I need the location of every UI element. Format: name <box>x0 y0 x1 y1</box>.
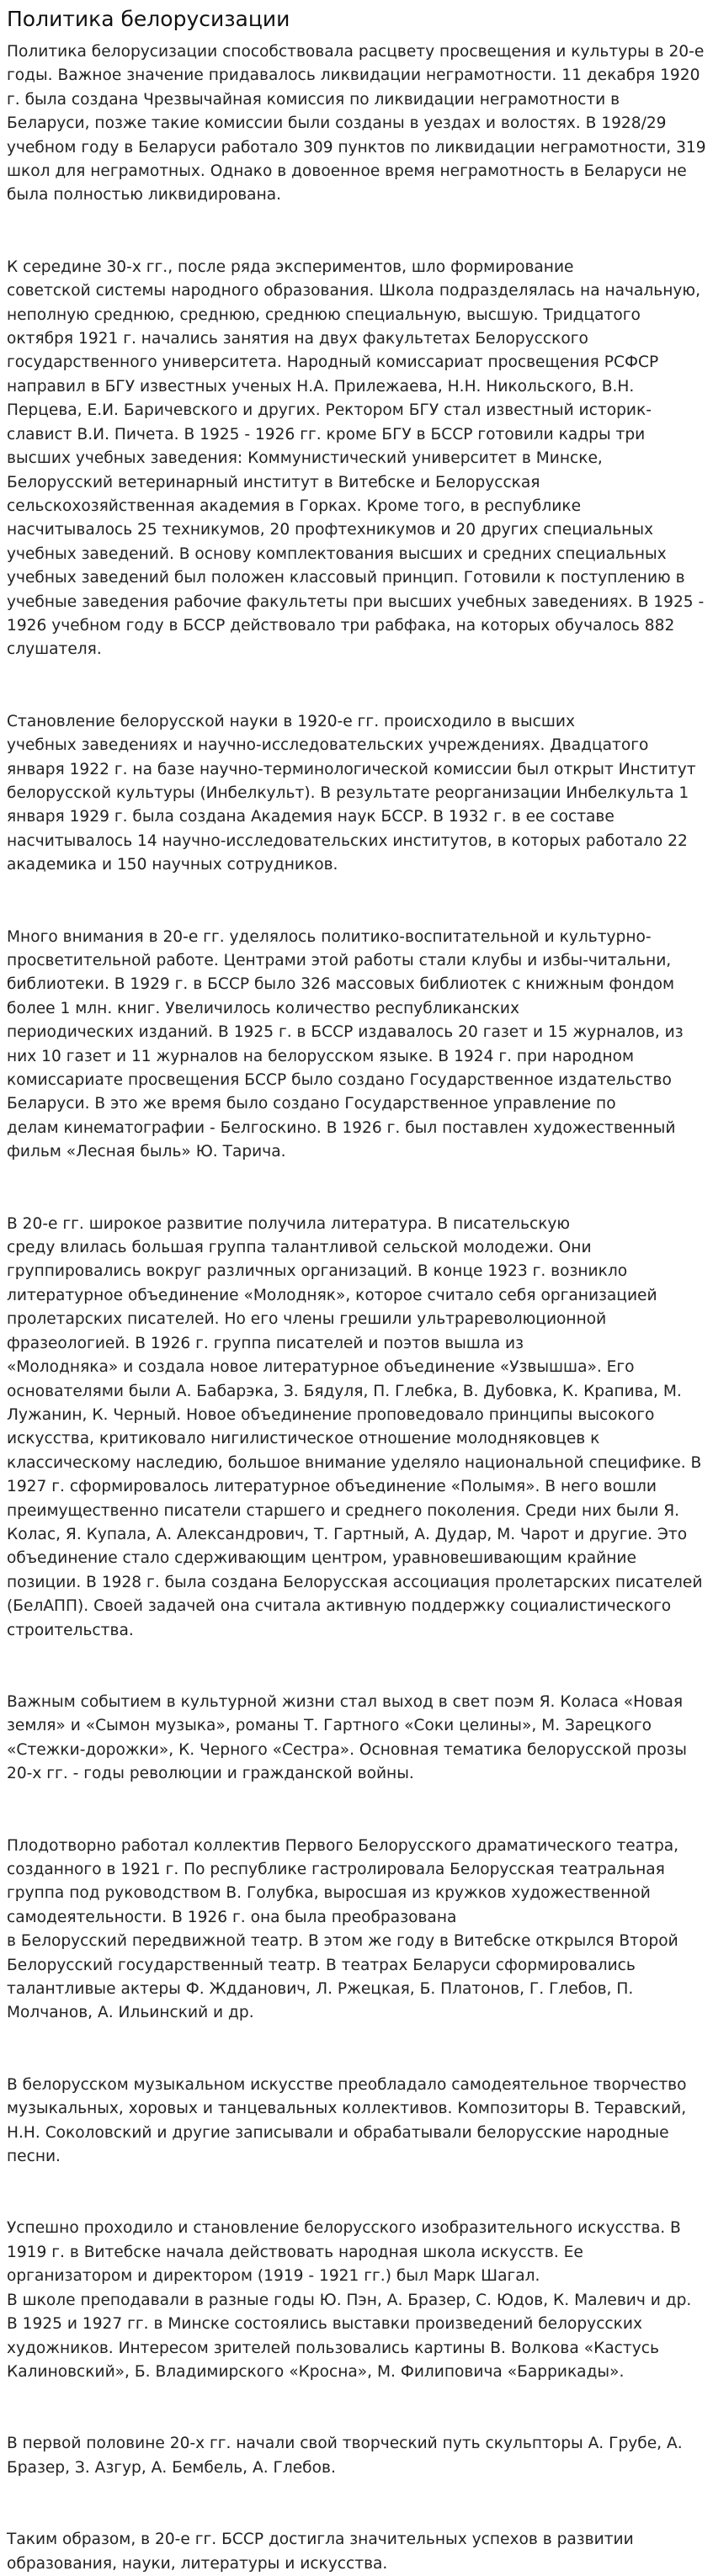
paragraph-sculptors: В первой половине 20-х гг. начали свой творческий путь скульпторы А. Грубе, А. Бразер, З. Азгур, А. Бембель, А. Глебов. <box>7 2435 683 2477</box>
paragraph-literacy: Политика белорусизации способствовала расцвету просвещения и культуры в 20-е годы. Важное значение придавалось ликвидации неграмотности. 11 декабря 1920 г. была создана Чрезвычайная комиссия по ликвидации неграмотности в Беларуси, позже такие комиссии были созданы в уездах и волостях. В 1928/29 учебном году в Беларуси работало 309 пунктов по ликвидации неграмотности, 319 школ для неграмотных. Однако в довоенное время неграмотность в Беларуси не была полностью ликвидирована. <box>7 43 706 204</box>
paragraph-literature: В 20-е гг. широкое развитие получила литература. В писательскую среду влилась большая группа талантливой сельской молодежи. Они группировались вокруг различных организаций. В конце 1923 г. возникло литературное объединение «Молодняк», которое считало себя организацией пролетарских писателей. Но его члены грешили ультрареволюционной фразеологией. В 1926 г. группа писателей и поэтов вышла из «Молодняка» и создала новое литературное объединение «Узвышша». Его основателями были А. Бабарэка, З. Бядуля, П. Глебка, В. Дубовка, К. Крапива, М. Лужанин, К. Черный. Новое объединение проповедовало принципы высокого искусства, критиковало нигилистическое отношение молодняковцев к классическому наследию, большое внимание уделяло национальной специфике. В 1927 г. сформировалось литературное объединение «Полымя». В него вошли преимущественно писатели старшего и среднего поколения. Среди них были Я. Колас, Я. Купала, А. Александрович, Т. Гартный, А. Дудар, М. Чарот и другие. Это объединение стало сдерживающим центром, уравновешивающим крайние позиции. В 1928 г. была создана Белорусская ассоциация пролетарских писателей (БелАПП). Своей задачей она считала активную поддержку социалистического строительства. <box>7 1214 703 1639</box>
paragraph-literary-works: Важным событием в культурной жизни стал выход в свет поэм Я. Коласа «Новая земля» и «Сымон музыка», романы Т. Гартного «Соки целины», М. Зарецкого «Стежки-дорожки», К. Черного «Сестра». Основная тематика белорусской прозы 20-х гг. - годы революции и гражданской войны. <box>7 1692 687 1783</box>
paragraph-music: В белорусском музыкальном искусстве преобладало самодеятельное творчество музыкальных, хоровых и танцевальных коллективов. Композиторы В. Теравский, Н.Н. Соколовский и другие записывали и обрабатывали белорусские народные песни. <box>7 2075 687 2166</box>
paragraph-cultural-work: Много внимания в 20-е гг. уделялось политико-воспитательной и культурно-просветительной работе. Центрами этой работы стали клубы и избы-читальни, библиотеки. В 1929 г. в БССР было 326 массовых библиотек с книжным фондом более 1 млн. книг. Увеличилось количество республиканских периодических изданий. В 1925 г. в БССР издавалось 20 газет и 15 журналов, из них 10 газет и 11 журналов на белорусском языке. В 1924 г. при народном комиссариате просвещения БССР было создано Государственное издательство Беларуси. В это же время было создано Государственное управление по делам кинематографии - Белгоскино. В 1926 г. был поставлен художественный фильм «Лесная быль» Ю. Тарича. <box>7 927 684 1161</box>
paragraph-education-system: К середине 30-х гг., после ряда экспериментов, шло формирование советской системы народного образования. Школа подразделялась на начальную, неполную среднюю, среднюю, среднюю специальную, высшую. Тридцатого октября 1921 г. начались занятия на двух факультетах Белорусского государственного университета. Народный комиссариат просвещения РСФСР направил в БГУ известных ученых Н.А. Прилежаева, Н.Н. Никольского, В.Н. Перцева, Е.И. Баричевского и других. Ректором БГУ стал известный историк-славист В.И. Пичета. В 1925 - 1926 гг. кроме БГУ в БССР готовили кадры три высших учебных заведения: Коммунистический университет в Минске, Белорусский ветеринарный институт в Витебске и Белорусская сельскохозяйственная академия в Горках. Кроме того, в республике насчитывалось 25 техникумов, 20 профтехникумов и 20 других специальных учебных заведений. В основу комплектования высших и средних специальных учебных заведений был положен классовый принцип. Готовили к поступлению в учебные заведения рабочие факультеты при высших учебных заведениях. В 1925 - 1926 учебном году в БССР действовало три рабфака, на которых обучалось 882 слушателя. <box>7 258 705 659</box>
paragraph-science: Становление белорусской науки в 1920-е гг. происходило в высших учебных заведениях и научно-исследовательских учреждениях. Двадцатого января 1922 г. на базе научно-терминологической комиссии был открыт Институт белорусской культуры (Инбелкульт). В результате реорганизации Инбелкульта 1 января 1929 г. была создана Академия наук БССР. В 1932 г. в ее составе насчитывалось 14 научно-исследовательских институтов, в которых работало 22 академика и 150 научных сотрудников. <box>7 712 696 874</box>
paragraph-fine-arts: Успешно проходило и становление белорусского изобразительного искусства. В 1919 г. в Витебске начала действовать народная школа искусств. Ее организатором и директором (1919 - 1921 гг.) был Марк Шагал. В школе преподавали в разные годы Ю. Пэн, А. Бразер, С. Юдов, К. Малевич и др. В 1925 и 1927 гг. в Минске состоялись выставки произведений белорусских художников. Интересом зрителей пользовались картины В. Волкова «Кастусь Калиновский», Б. Владимирского «Кросна», М. Филиповича «Баррикады». <box>7 2219 692 2381</box>
page-title: Политика белорусизации <box>7 7 290 31</box>
paragraph-theatre: Плодотворно работал коллектив Первого Белорусского драматического театра, созданного в 1921 г. По республике гастролировала Белорусская театральная группа под руководством В. Голубка, выросшая из кружков художественной самодеятельности. В 1926 г. она была преобразована в Белорусский передвижной театр. В этом же году в Витебске открылся Второй Белорусский государственный театр. В театрах Беларуси сформировались талантливые актеры Ф. Ждданович, Л. Ржецкая, Б. Платонов, Г. Глебов, П. Молчанов, А. Ильинский и др. <box>7 1836 679 2022</box>
paragraph-conclusion: Таким образом, в 20-е гг. БССР достигла значительных успехов в развитии образования, науки, литературы и искусства. <box>7 2531 634 2573</box>
